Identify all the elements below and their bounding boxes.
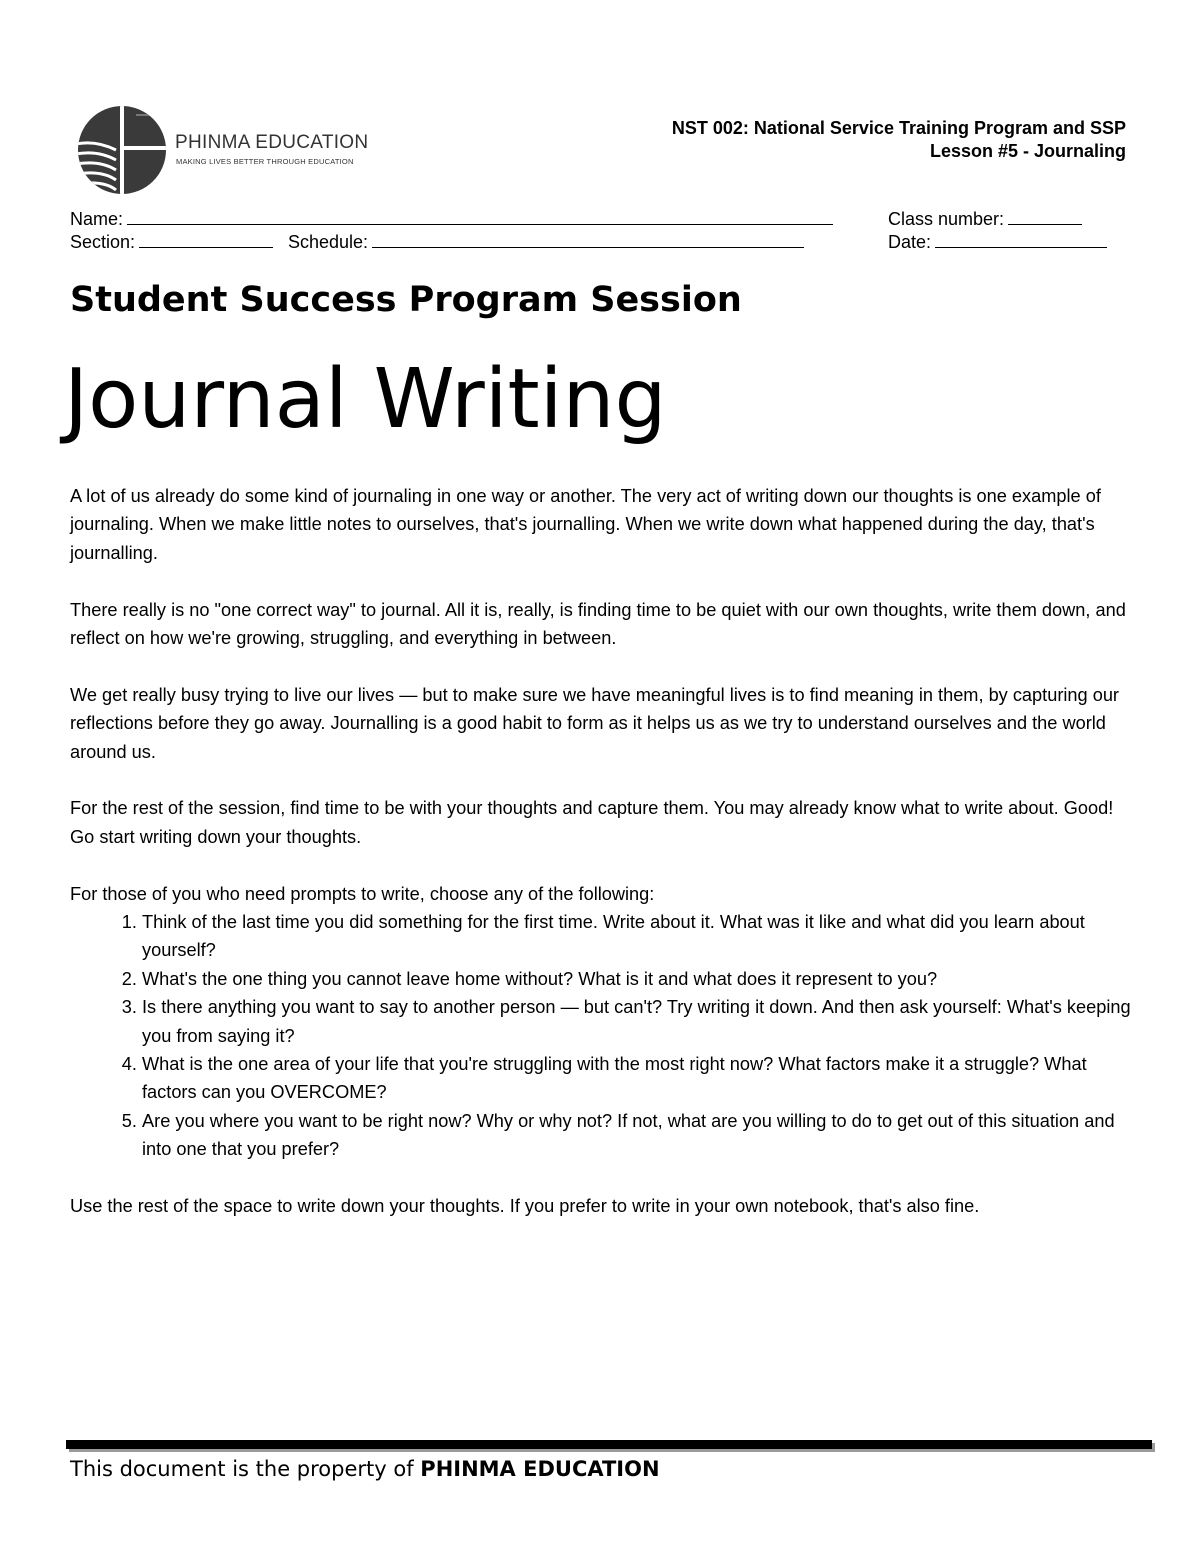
list-item: 3. Is there anything you want to say to another person — but can't? Try writing it down. And then ask yourself: What's keeping you from saying it? bbox=[142, 993, 1140, 1050]
section-field bbox=[70, 230, 273, 253]
session-title: Student Success Program Session bbox=[70, 280, 742, 320]
lesson-title: Lesson #5 - Journaling bbox=[929, 141, 1126, 161]
closing-paragraph: Use the rest of the space to write down your thoughts. If you prefer to write in your own notebook, that's also fine. bbox=[70, 1196, 980, 1217]
document-body bbox=[70, 482, 1140, 1249]
logo-brand: PHINMA EDUCATION bbox=[175, 132, 369, 153]
schedule-blank[interactable] bbox=[372, 230, 804, 248]
footer-rule bbox=[66, 1440, 1152, 1449]
course-header bbox=[672, 117, 1126, 163]
paragraph: A lot of us already do some kind of journaling in one way or another. The very act of writing down our thoughts is one example of journaling. When we make little notes to ourselves, that's journalling. When we write down what happened during the day, that's journalling. bbox=[70, 486, 1101, 563]
course-title: NST 002: National Service Training Program and SSP bbox=[671, 118, 1126, 138]
schedule-label: Schedule: bbox=[288, 232, 369, 252]
main-title: Journal Writing bbox=[64, 352, 667, 447]
phinma-logo bbox=[76, 104, 376, 196]
name-field bbox=[70, 207, 833, 230]
date-label: Date: bbox=[888, 232, 932, 252]
prompts-list bbox=[70, 908, 1140, 1164]
list-item: 2. What's the one thing you cannot leave home without? What is it and what does it represent to you? bbox=[142, 965, 1140, 993]
class-number-blank[interactable] bbox=[1008, 207, 1082, 225]
prompts-intro: For those of you who need prompts to write, choose any of the following: bbox=[70, 883, 655, 904]
class-number-field bbox=[888, 207, 1082, 230]
section-label: Section: bbox=[70, 232, 136, 252]
paragraph: For the rest of the session, find time to be with your thoughts and capture them. You may already know what to write about. Good! Go start writing down your thoughts. bbox=[70, 798, 1114, 847]
paragraph: There really is no "one correct way" to journal. All it is, really, is finding time to be quiet with our own thoughts, write them down, and reflect on how we're growing, struggling, and everything in between. bbox=[70, 599, 1126, 649]
class-number-label: Class number: bbox=[888, 209, 1005, 229]
date-blank[interactable] bbox=[935, 230, 1107, 248]
list-item: 5. Are you where you want to be right now? Why or why not? If not, what are you willing to do to get out of this situation and into one that you prefer? bbox=[142, 1107, 1140, 1164]
name-blank[interactable] bbox=[127, 207, 833, 225]
logo-tagline: MAKING LIVES BETTER THROUGH EDUCATION bbox=[176, 157, 354, 166]
schedule-field bbox=[288, 230, 804, 253]
footer-text bbox=[70, 1455, 660, 1483]
date-field bbox=[888, 230, 1107, 253]
list-item: 1. Think of the last time you did something for the first time. Write about it. What was it like and what did you learn about yourself? bbox=[142, 908, 1140, 965]
name-label: Name: bbox=[70, 209, 124, 229]
footer-prefix: This document is the property of bbox=[70, 1457, 421, 1481]
list-item: 4. What is the one area of your life that you're struggling with the most right now? What factors make it a struggle? What factors can you OVERCOME? bbox=[142, 1050, 1140, 1107]
section-blank[interactable] bbox=[139, 230, 273, 248]
paragraph: We get really busy trying to live our lives — but to make sure we have meaningful lives is to find meaning in them, by capturing our reflections before they go away. Journalling is a good habit to form as it helps us as we try to understand ourselves and the world around us. bbox=[70, 684, 1119, 762]
footer-owner: PHINMA EDUCATION bbox=[420, 1457, 660, 1481]
